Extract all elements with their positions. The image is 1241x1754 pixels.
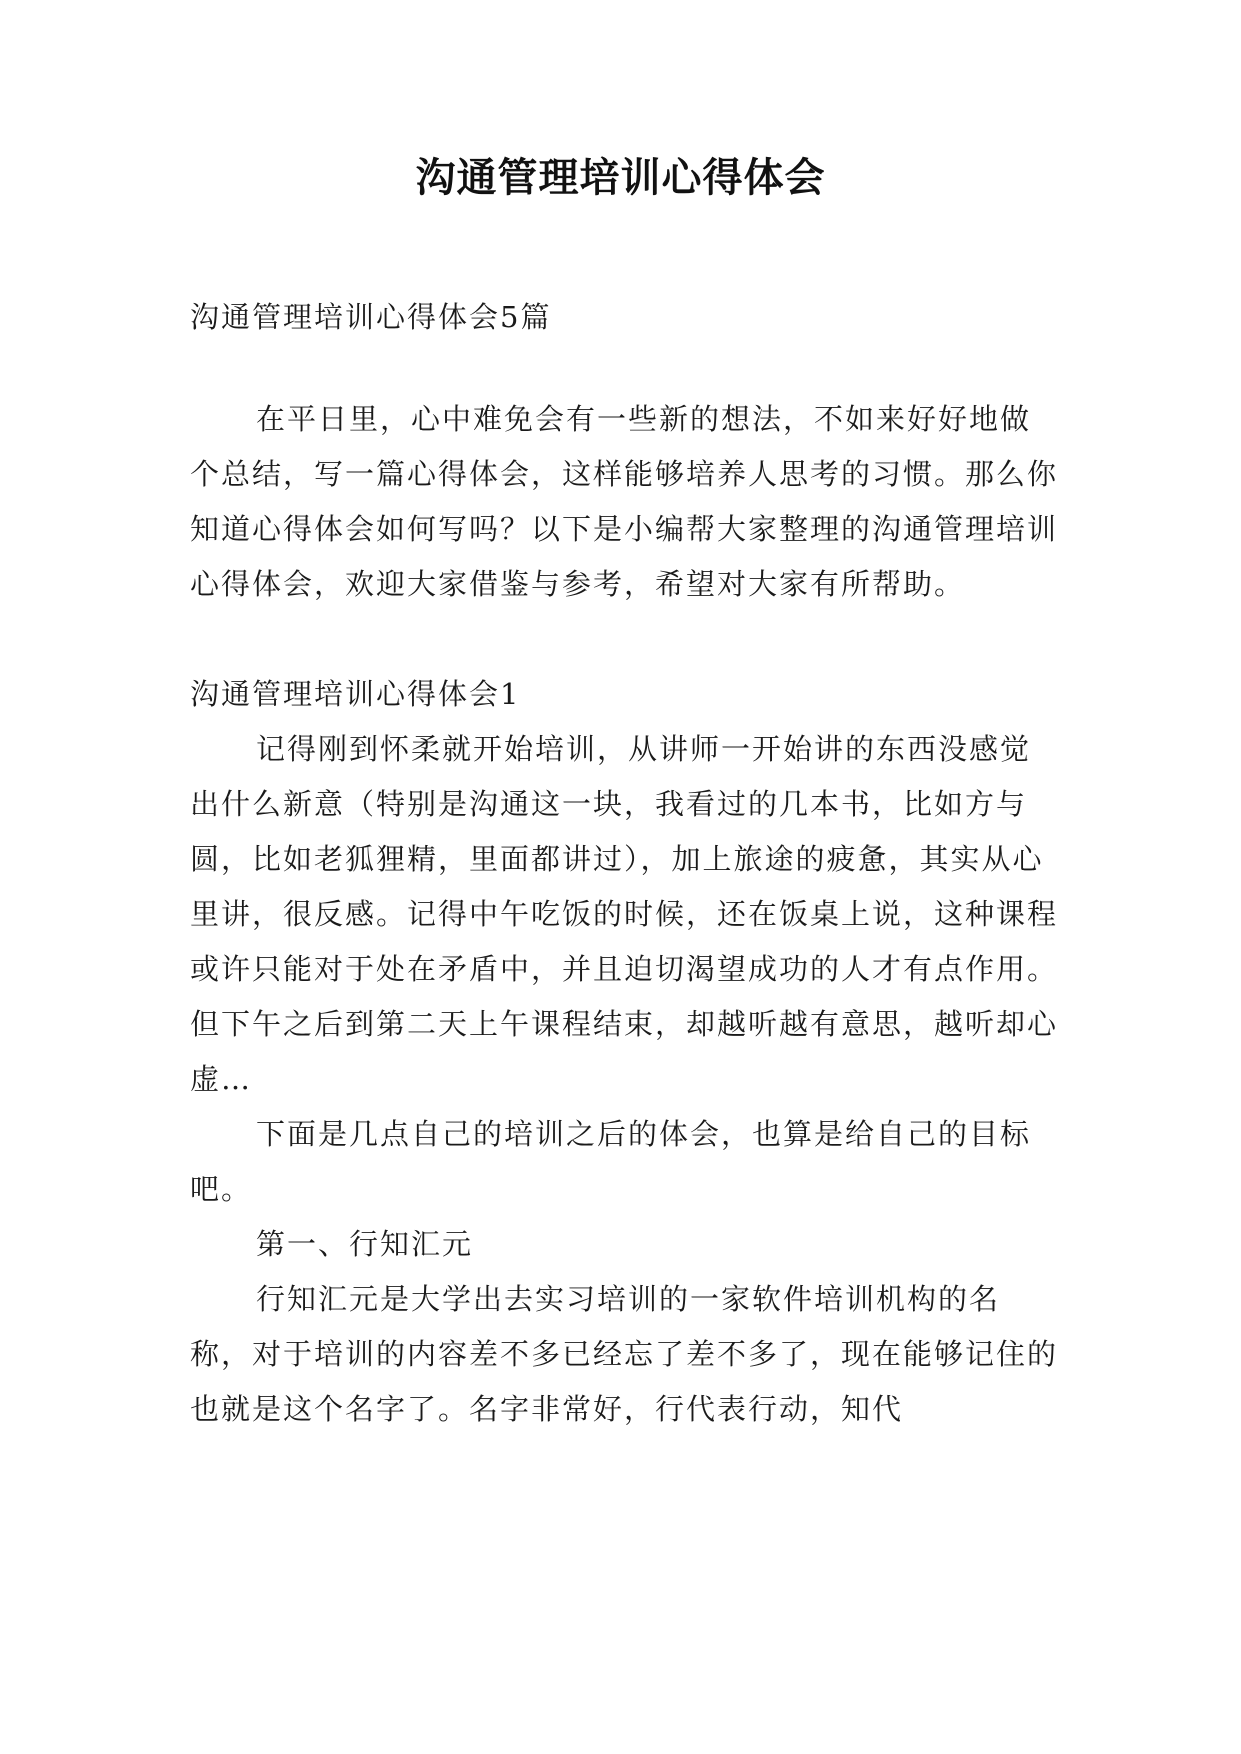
- subtitle: 沟通管理培训心得体会5篇: [190, 300, 552, 334]
- body-paragraph: 记得刚到怀柔就开始培训，从讲师一开始讲的东西没感觉出什么新意（特别是沟通这一块，我看过的几本书，比如方与圆，比如老狐狸精，里面都讲过），加上旅途的疲惫，其实从心里讲，很反感。记得中午吃饭的时候，还在饭桌上说，这种课程或许只能对于处在矛盾中，并且迫切渴望成功的人才有点作用。但下午之后到第二天上午课程结束，却越听越有意思，越听却心虚…: [190, 732, 1059, 1096]
- body-paragraph: 行知汇元是大学出去实习培训的一家软件培训机构的名称，对于培训的内容差不多已经忘了差不多了，现在能够记住的也就是这个名字了。名字非常好，行代表行动，知代: [190, 1282, 1059, 1426]
- body-paragraph: 下面是几点自己的培训之后的体会，也算是给自己的目标吧。: [190, 1117, 1032, 1206]
- subsection-heading: 第一、行知汇元: [256, 1227, 474, 1261]
- section-heading: 沟通管理培训心得体会1: [190, 677, 521, 711]
- document-title: 沟通管理培训心得体会: [415, 154, 826, 201]
- document-body: [190, 290, 1060, 1437]
- intro-paragraph: 在平日里，心中难免会有一些新的想法，不如来好好地做个总结，写一篇心得体会，这样能够培养人思考的习惯。那么你知道心得体会如何写吗？以下是小编帮大家整理的沟通管理培训心得体会，欢迎大家借鉴与参考，希望对大家有所帮助。: [190, 402, 1059, 601]
